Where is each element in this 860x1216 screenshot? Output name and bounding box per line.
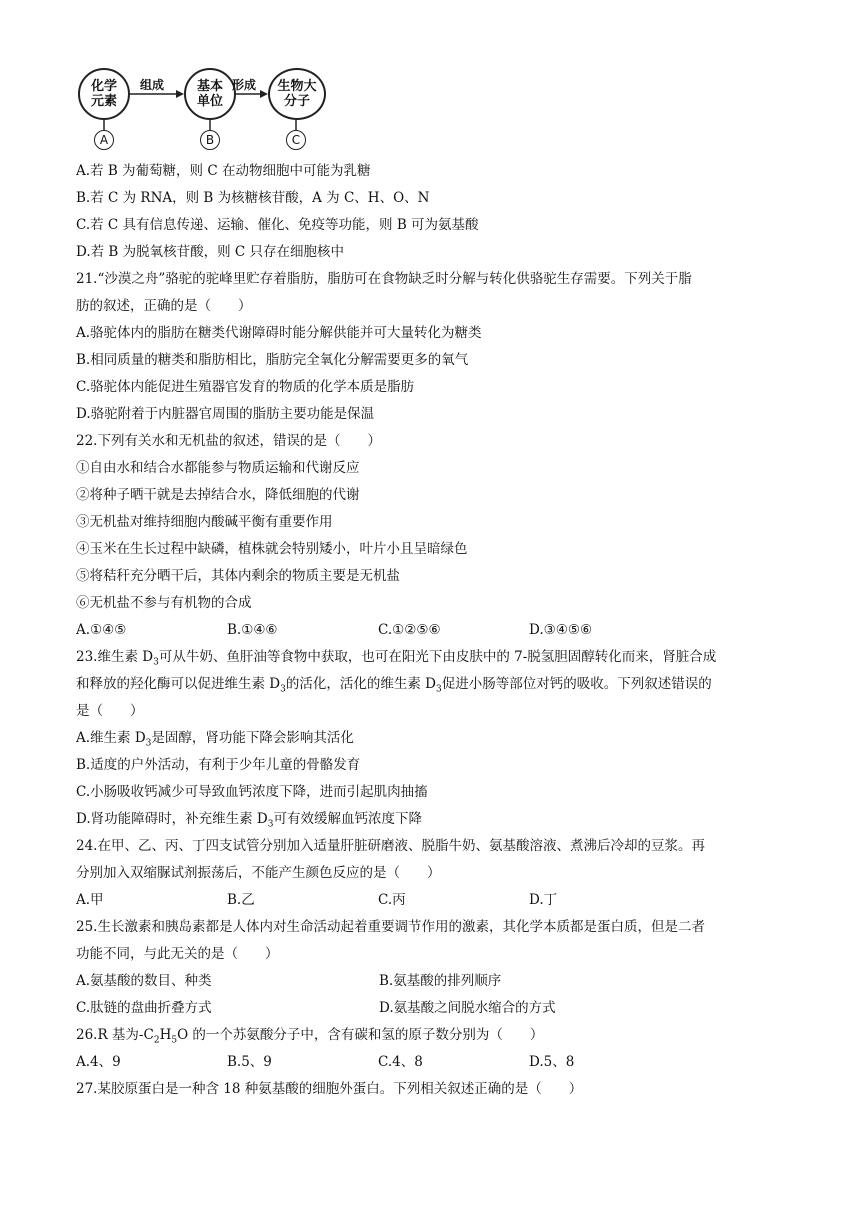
- q25-option-d: D.氨基酸之间脱水缩合的方式: [379, 1000, 556, 1016]
- q21-stem-line1: 21.“沙漠之舟”骆驼的驼峰里贮存着脂肪，脂肪可在食物缺乏时分解与转化供骆驼生存需要。下列关于脂: [76, 271, 692, 287]
- q26-option-b: B.5、9: [227, 1054, 272, 1070]
- q20-option-b: B.若 C 为 RNA，则 B 为核糖核苷酸，A 为 C、H、O、N: [76, 190, 430, 206]
- edge-label-form: 形成: [232, 78, 257, 92]
- q22-option-c: C.①②⑤⑥: [378, 622, 441, 638]
- q25-options-row1: [76, 968, 796, 995]
- q20-option-d: D.若 B 为脱氧核苷酸，则 C 只存在细胞核中: [76, 244, 345, 260]
- q22-item-3: ③无机盐对维持细胞内酸碱平衡有重要作用: [76, 514, 333, 530]
- label-a: A: [94, 130, 114, 150]
- node-macromolecules: 生物大分子: [268, 68, 326, 120]
- q22-item-6: ⑥无机盐不参与有机物的合成: [76, 595, 252, 611]
- q22-options: [76, 617, 796, 644]
- label-c: C: [286, 130, 306, 150]
- question-content: [76, 158, 796, 1103]
- q22-item-1: ①自由水和结合水都能参与物质运输和代谢反应: [76, 460, 360, 476]
- node-basic-units: 基本单位: [184, 68, 236, 120]
- q21-stem-line2: 肪的叙述，正确的是（ ）: [76, 298, 252, 314]
- q24-stem-line1: 24.在甲、乙、丙、丁四支试管分别加入适量肝脏研磨液、脱脂牛奶、氨基酸溶液、煮沸后冷却的豆浆。再: [76, 838, 705, 854]
- q22-item-2: ②将种子晒干就是去掉结合水，降低细胞的代谢: [76, 487, 360, 503]
- q25-stem-line1: 25.生长激素和胰岛素都是人体内对生命活动起着重要调节作用的激素，其化学本质都是蛋白质，但是二者: [76, 919, 705, 935]
- q23-stem-line2: 和释放的羟化酶可以促进维生素 $D_3$的活化，活化的维生素 $D_3$促进小肠等部位对钙的吸收。下列叙述错误的: [76, 676, 712, 695]
- q20-option-a: A.若 B 为葡萄糖，则 C 在动物细胞中可能为乳糖: [76, 163, 371, 179]
- edge-label-compose: 组成: [140, 78, 165, 92]
- q23-stem-line3: 是（ ）: [76, 703, 144, 719]
- q26-stem: 26.R 基为$-C_2H_5O$ 的一个苏氨酸分子中，含有碳和氢的原子数分别为（ ）: [76, 1027, 544, 1046]
- q21-option-c: C.骆驼体内能促进生殖器官发育的物质的化学本质是脂肪: [76, 379, 415, 395]
- q23-stem-line1: 23.维生素 $D_3$可从牛奶、鱼肝油等食物中获取，也可在阳光下由皮肤中的 7-脱氢胆固醇转化而来，肾脏合成: [76, 649, 717, 668]
- q24-stem-line2: 分别加入双缩脲试剂振荡后，不能产生颜色反应的是（ ）: [76, 865, 441, 881]
- q22-stem: 22.下列有关水和无机盐的叙述，错误的是（ ）: [76, 433, 381, 449]
- q26-option-d: D.5、8: [529, 1054, 575, 1070]
- q26-option-c: C.4、8: [378, 1054, 423, 1070]
- q25-options-row2: [76, 995, 796, 1022]
- node-chemical-elements: 化学元素: [78, 68, 130, 120]
- q25-option-a: A.氨基酸的数目、种类: [76, 973, 212, 989]
- q21-option-a: A.骆驼体内的脂肪在糖类代谢障碍时能分解供能并可大量转化为糖类: [76, 325, 482, 341]
- label-b: B: [200, 130, 220, 150]
- q26-option-a: A.4、9: [76, 1054, 121, 1070]
- q23-option-b: B.适度的户外活动，有利于少年儿童的骨骼发育: [76, 757, 361, 773]
- q22-item-4: ④玉米在生长过程中缺磷，植株就会特别矮小，叶片小且呈暗绿色: [76, 541, 468, 557]
- q23-option-a: A.维生素 $D_3$是固醇，肾功能下降会影响其活化: [76, 730, 354, 749]
- q23-option-c: C.小肠吸收钙减少可导致血钙浓度下降，进而引起肌肉抽搐: [76, 784, 428, 800]
- q22-item-5: ⑤将秸秆充分晒干后，其体内剩余的物质主要是无机盐: [76, 568, 400, 584]
- q24-option-c: C.丙: [378, 892, 406, 908]
- q24-option-a: A.甲: [76, 892, 104, 908]
- q24-option-d: D.丁: [529, 892, 558, 908]
- q27-stem: 27.某胶原蛋白是一种含 18 种氨基酸的细胞外蛋白。下列相关叙述正确的是（ ）: [76, 1081, 583, 1097]
- q26-options: [76, 1049, 796, 1076]
- q21-option-d: D.骆驼附着于内脏器官周围的脂肪主要功能是保温: [76, 406, 375, 422]
- q21-option-b: B.相同质量的糖类和脂肪相比，脂肪完全氧化分解需要更多的氧气: [76, 352, 469, 368]
- q24-option-b: B.乙: [227, 892, 255, 908]
- q22-option-a: A.①④⑤: [76, 622, 127, 638]
- biomolecule-diagram: [76, 66, 346, 152]
- q20-option-c: C.若 C 具有信息传递、运输、催化、免疫等功能，则 B 可为氨基酸: [76, 217, 479, 233]
- q24-options: [76, 887, 796, 914]
- q22-option-b: B.①④⑥: [227, 622, 278, 638]
- q25-stem-line2: 功能不同，与此无关的是（ ）: [76, 946, 279, 962]
- q25-option-b: B.氨基酸的排列顺序: [379, 973, 502, 989]
- q23-option-d: D.肾功能障碍时，补充维生素 $D_3$可有效缓解血钙浓度下降: [76, 811, 422, 830]
- q22-option-d: D.③④⑤⑥: [529, 622, 593, 638]
- q25-option-c: C.肽链的盘曲折叠方式: [76, 1000, 212, 1016]
